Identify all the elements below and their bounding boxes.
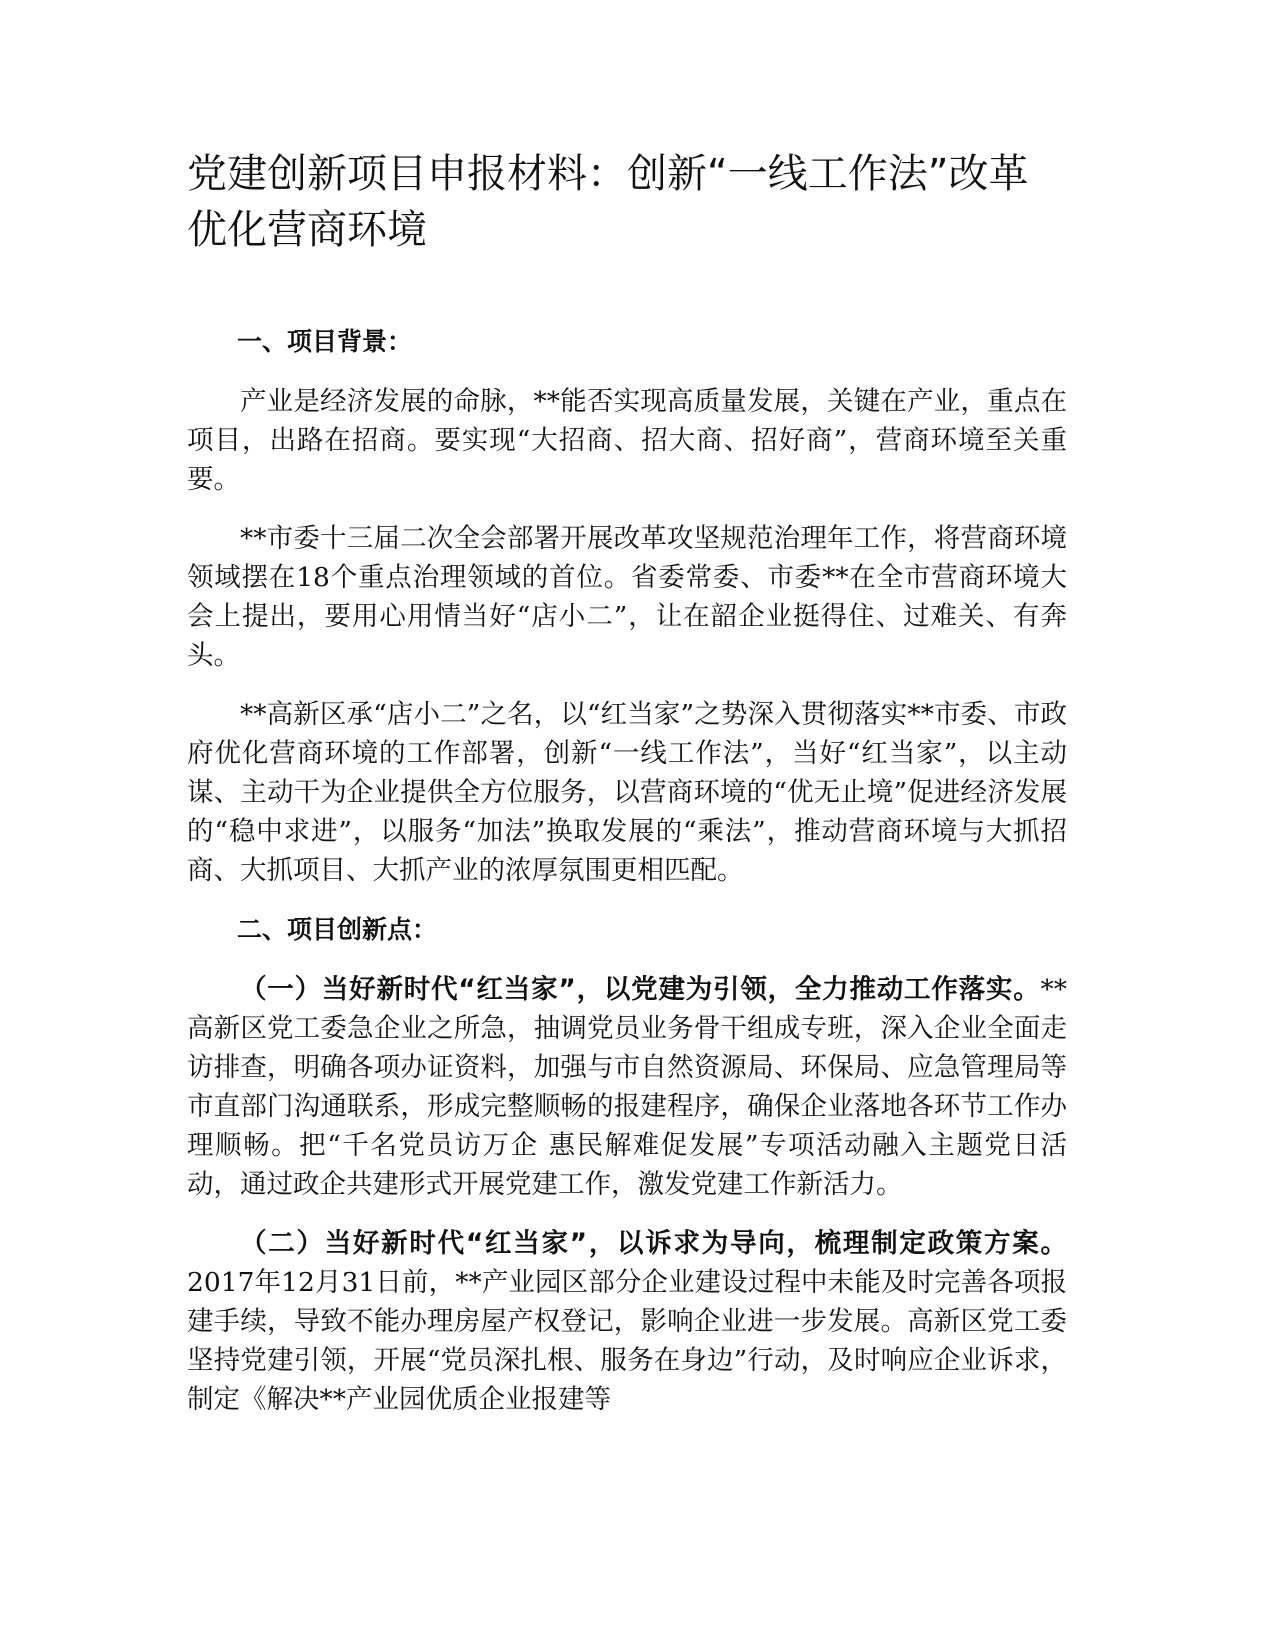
innovation-item-1-text: **高新区党工委急企业之所急，抽调党员业务骨干组成专班，深入企业全面走访排查，明确各项办证资料，加强与市自然资源局、环保局、应急管理局等市直部门沟通联系，形成完整顺畅的报建程序，确保企业落地各环节工作办理顺畅。把“千名党员访万企 惠民解难促发展”专项活动融入主题党日活动，通过政企共建形式开展党建工作，激发党建工作新活力。 bbox=[187, 974, 1067, 1200]
section-heading-innovation: 二、项目创新点： bbox=[237, 915, 438, 944]
innovation-item-2-text: 2017年12月31日前，**产业园区部分企业建设过程中未能及时完善各项报建手续，导致不能办理房屋产权登记，影响企业进一步发展。高新区党工委坚持党建引领，开展“党员深扎根、服务在身边”行动，及时响应企业诉求，制定《解决**产业园优质企业报建等 bbox=[187, 1267, 1067, 1415]
innovation-item-2 bbox=[187, 1224, 1067, 1419]
innovation-item-1-lead: （一）当好新时代“红当家”，以党建为引领，全力推动工作落实。 bbox=[240, 974, 1041, 1005]
background-paragraph-2: **市委十三届二次全会部署开展改革攻坚规范治理年工作，将营商环境领域摆在18个重点治理领域的首位。省委常委、市委**在全市营商环境大会上提出，要用心用情当好“店小二”，让在韶企业挺得住、过难关、有奔头。 bbox=[187, 523, 1067, 671]
innovation-item-2-lead: （二）当好新时代“红当家”，以诉求为导向，梳理制定政策方案。 bbox=[240, 1228, 1067, 1259]
section-heading-background: 一、项目背景： bbox=[237, 327, 413, 356]
background-paragraph-1: 产业是经济发展的命脉，**能否实现高质量发展，关键在产业，重点在项目，出路在招商。要实现“大招商、招大商、招好商”，营商环境至关重要。 bbox=[187, 386, 1067, 495]
document-body bbox=[187, 322, 1067, 1439]
background-paragraph-3: **高新区承“店小二”之名，以“红当家”之势深入贯彻落实**市委、市政府优化营商环境的工作部署，创新“一线工作法”，当好“红当家”，以主动谋、主动干为企业提供全方位服务，以营商环境的“优无止境”促进经济发展的“稳中求进”，以服务“加法”换取发展的“乘法”，推动营商环境与大抓招商、大抓项目、大抓产业的浓厚氛围更相匹配。 bbox=[187, 699, 1067, 886]
document-title: 党建创新项目申报材料：创新“一线工作法”改革优化营商环境 bbox=[187, 151, 1029, 253]
innovation-item-1 bbox=[187, 970, 1067, 1204]
